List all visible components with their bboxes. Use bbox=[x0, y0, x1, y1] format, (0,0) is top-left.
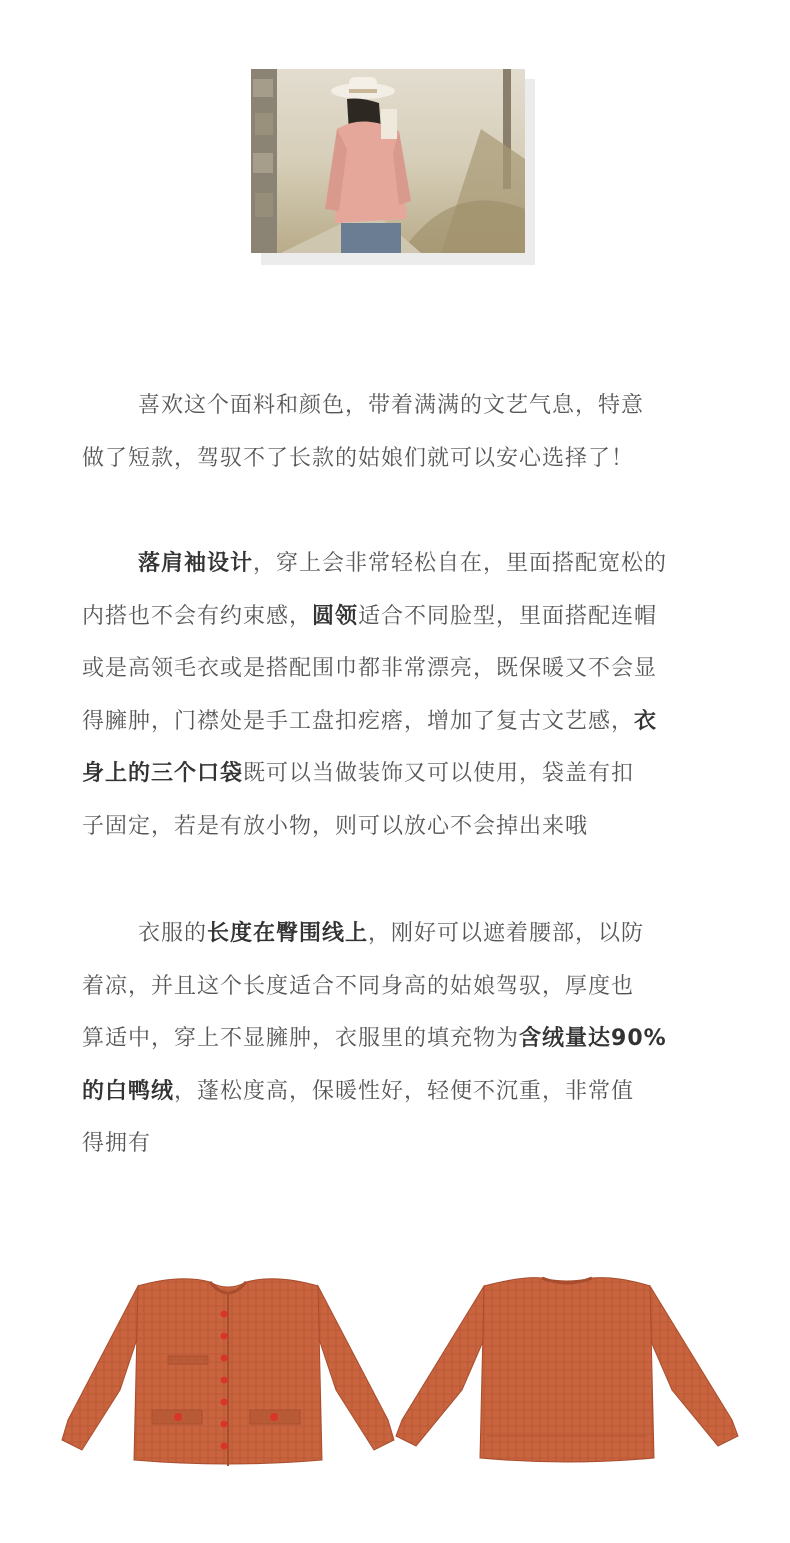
paragraph-length-and-filling bbox=[82, 908, 742, 1171]
body-text: 得臃肿，门襟处是手工盘扣疙瘩，增加了复古文艺感， bbox=[82, 708, 635, 734]
body-text: 或是高领毛衣或是搭配围巾都非常漂亮，既保暖又不会显 bbox=[82, 656, 658, 681]
highlighted-text: 圆领 bbox=[312, 603, 359, 629]
paragraph-line bbox=[82, 538, 742, 591]
paragraph-line bbox=[82, 1118, 742, 1171]
body-text: ，蓬松度高，保暖性好，轻便不沉重，非常值 bbox=[174, 1078, 635, 1104]
highlighted-text: 含绒量达90% bbox=[519, 1026, 667, 1051]
body-text: 得拥有 bbox=[82, 1131, 152, 1156]
paragraph-line bbox=[82, 433, 742, 486]
body-text: 适合不同脸型，里面搭配连帽 bbox=[358, 603, 658, 629]
highlighted-text: 身上的三个口袋 bbox=[82, 761, 244, 786]
body-text: 衣服的 bbox=[138, 921, 208, 946]
paragraph-design-details bbox=[82, 538, 742, 853]
body-text: 子固定，若是有放小物，则可以放心不会掉出来哦 bbox=[82, 813, 589, 839]
paragraph-line bbox=[82, 748, 742, 801]
paragraph-line bbox=[82, 696, 742, 749]
paragraph-line bbox=[82, 1013, 742, 1066]
body-text: 做了短款，驾驭不了长款的姑娘们就可以安心选择了！ bbox=[82, 445, 635, 471]
highlighted-text: 落肩袖设计 bbox=[138, 551, 254, 576]
jacket-front-image bbox=[60, 1270, 396, 1470]
paragraph-line bbox=[82, 961, 742, 1014]
paragraph-line bbox=[82, 1066, 742, 1119]
paragraph-line bbox=[82, 380, 742, 433]
highlighted-text: 长度在臀围线上 bbox=[207, 921, 369, 946]
woman-in-hat-photo bbox=[251, 69, 525, 253]
body-text: 既可以当做装饰又可以使用，袋盖有扣 bbox=[243, 761, 635, 786]
paragraph-line bbox=[82, 643, 742, 696]
photo-illustration bbox=[251, 69, 525, 253]
body-text: 内搭也不会有约束感， bbox=[82, 603, 313, 629]
paragraph-intro bbox=[82, 380, 742, 485]
paragraph-line bbox=[82, 908, 742, 961]
body-text: ，刚好可以遮着腰部，以防 bbox=[368, 921, 645, 946]
highlighted-text: 的白鸭绒 bbox=[82, 1078, 175, 1104]
paragraph-line bbox=[82, 801, 742, 854]
paragraph-line bbox=[82, 591, 742, 644]
body-text: 着凉，并且这个长度适合不同身高的姑娘驾驭，厚度也 bbox=[82, 973, 635, 999]
highlighted-text: 衣 bbox=[634, 708, 658, 734]
body-text: ，穿上会非常轻松自在，里面搭配宽松的 bbox=[253, 551, 668, 576]
body-text: 喜欢这个面料和颜色，带着满满的文艺气息，特意 bbox=[138, 393, 645, 418]
jacket-back-image bbox=[392, 1270, 742, 1470]
body-text: 算适中，穿上不显臃肿，衣服里的填充物为 bbox=[82, 1026, 520, 1051]
top-photo-frame bbox=[251, 69, 535, 265]
